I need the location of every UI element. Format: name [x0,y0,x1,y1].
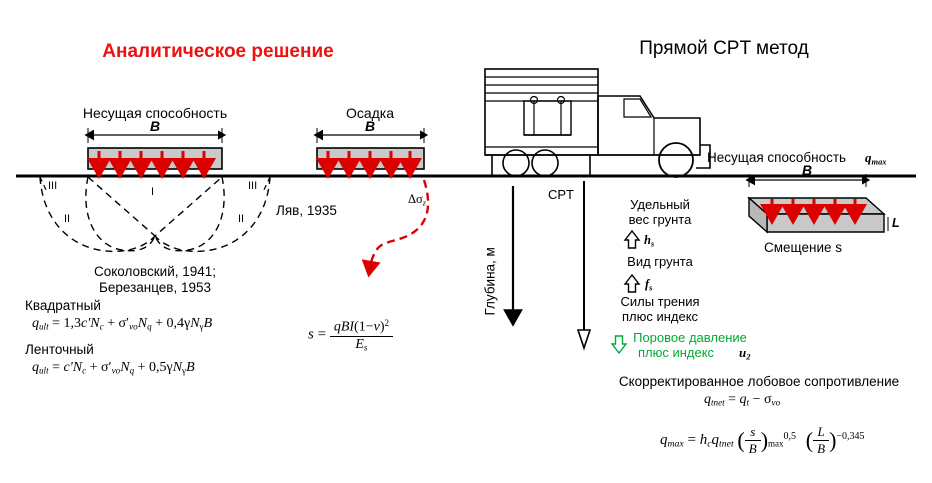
soil-type-symbol: $f_s$ [645,277,653,293]
soil-unit-weight-label-line2: вес грунта [628,212,692,227]
zone-label-ii-right: II [238,213,245,225]
block-width-label-B: B [801,162,813,178]
friction-forces-label-line2: плюс индекс [621,309,699,324]
formula-settlement: s = $\frac{qBI(1-v)^2}{E_s}$ [308,318,393,353]
title-left: Аналитическое решение [102,41,334,62]
left-bearing-capacity-label: Несущая способность [82,105,228,121]
depth-axis-label: Глубина, м [482,247,498,316]
zone-label-i: I [151,186,155,198]
formula-corrected-resistance: $q_{tnet} = q_t - \sigma_{vo}$ [704,392,781,408]
right-bearing-capacity-label: Несущая способность [707,150,847,165]
right-bearing-capacity-symbol: $q_{max}$ [865,150,887,167]
soil-type-label: Вид грунта [627,254,693,269]
friction-forces-label-line1: Силы трения [620,294,700,309]
zone-label-iii-right: III [248,180,258,192]
pore-pressure-label-line1: Поровое давление [633,330,747,345]
soil-unit-weight-label-line1: Удельный [630,197,690,212]
formula-square-footing: $q_{ult} = 1,3c'N_c + \sigma'_{vo}N_q + 0,4\gamma N_\gamma B$ [32,316,213,332]
zone-label-ii-left: II [64,213,71,225]
soil-unit-weight-symbol: $h_s$ [644,233,655,249]
stress-increment-label: $\Delta\sigma_z$ [408,192,426,208]
formula-strip-footing: $q_{ult} = c'N_c + \sigma'_{vo}N_q + 0,5\gamma N_\gamma B$ [32,360,195,376]
reference-berezantsev: Березанцев, 1953 [98,280,212,295]
middle-width-label-B: B [364,118,376,134]
zone-label-iii-left: III [48,180,58,192]
left-width-label-B: B [149,118,161,134]
pore-pressure-label-line2: плюс индекс [637,345,715,360]
block-length-label-L: L [892,216,900,230]
pore-pressure-symbol: $u_2$ [739,345,751,362]
strip-footing-label: Ленточный [25,342,94,357]
cpt-label: CPT [548,187,574,202]
formula-qmax: $q_{max} = h_cq_{tnet}$ ( $\frac{s}{B}$ )$_{max}^{0,5}$ ( $\frac{L}{B}$ )$^{-0,345}$ [660,424,865,456]
displacement-label: Смещение s [763,240,843,255]
reference-sokolovsky: Соколовский, 1941; [93,264,217,279]
title-right: Прямой CPT метод [639,38,809,59]
square-footing-label: Квадратный [25,298,101,313]
reference-lyav: Ляв, 1935 [276,203,337,218]
settlement-label: Осадка [345,105,395,121]
corrected-resistance-title: Скорректированное лобовое сопротивление [618,374,900,389]
